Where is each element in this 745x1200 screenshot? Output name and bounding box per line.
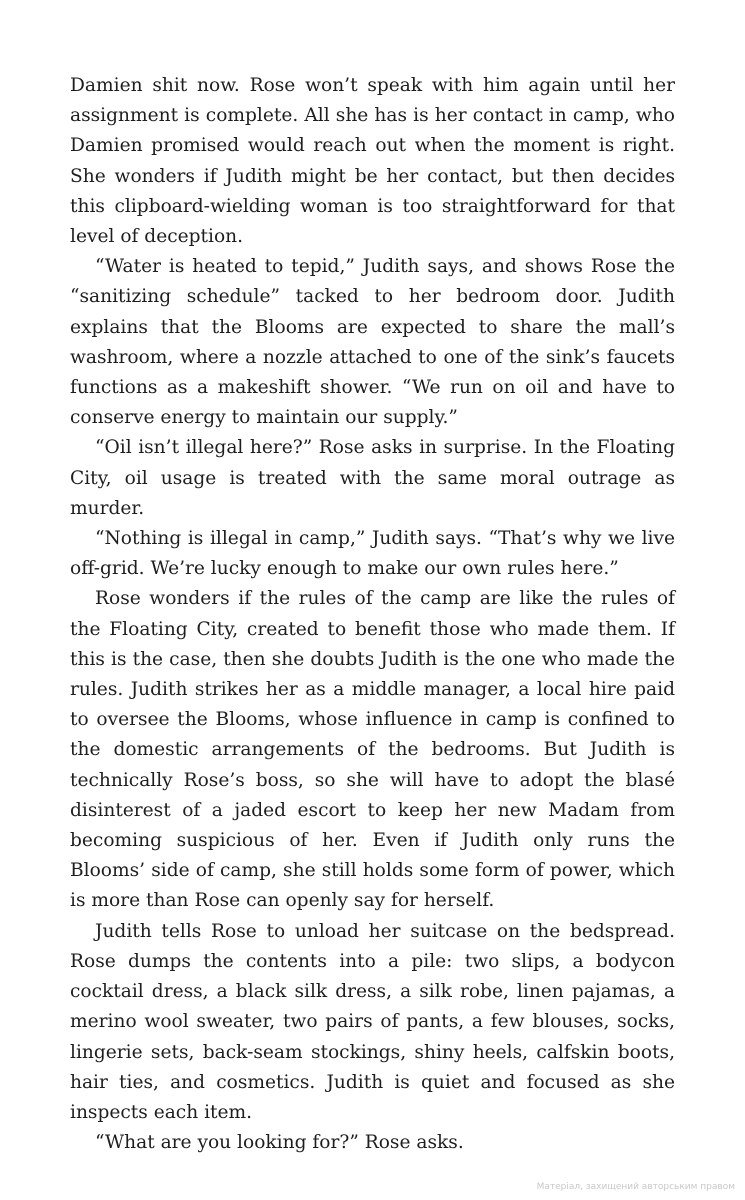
book-page-body [70,71,675,1158]
paragraph: Damien shit now. Rose won’t speak with him again until her assignment is complete. All she has is her contact in camp, who Damien promised would reach out when the moment is right. She wonders if Judith might be her contact, but then decides this clipboard-wielding woman is too straightforward for that level of deception. [70,75,675,248]
copyright-watermark: Матеріал, захищений авторським правом [536,1182,735,1192]
paragraph: “Water is heated to tepid,” Judith says, and shows Rose the “sanitizing schedule” tacked to her bedroom door. Judith explains that the Blooms are expected to share the mall’s washroom, where a nozzle attached to one of the sink’s faucets functions as a makeshift shower. “We run on oil and have to conserve energy to maintain our supply.” [70,256,675,429]
paragraph: “What are you looking for?” Rose asks. [95,1132,464,1154]
paragraph: Judith tells Rose to unload her suitcase on the bedspread. Rose dumps the contents into a pile: two slips, a bodycon cocktail dress, a black silk dress, a silk robe, linen pajamas, a merino wool sweater, two pairs of pants, a few blouses, socks, lingerie sets, back-seam stockings, shiny heels, calfskin boots, hair ties, and cosmetics. Judith is quiet and focused as she inspects each item. [70,920,675,1123]
paragraph: Rose wonders if the rules of the camp are like the rules of the Floating City, created to benefit those who made them. If this is the case, then she doubts Judith is the one who made the rules. Judith strikes her as a middle manager, a local hire paid to oversee the Blooms, whose influence in camp is confined to the domestic arrangements of the bedrooms. But Judith is technically Rose’s boss, so she will have to adopt the blasé disinterest of a jaded escort to keep her new Madam from becoming suspicious of her. Even if Judith only runs the Blooms’ side of camp, she still holds some form of power, which is more than Rose can openly say for herself. [70,588,675,912]
paragraph: “Oil isn’t illegal here?” Rose asks in surprise. In the Floating City, oil usage is treated with the same moral outrage as murder. [70,437,675,519]
paragraph: “Nothing is illegal in camp,” Judith says. “That’s why we live off-grid. We’re lucky enough to make our own rules here.” [70,528,675,580]
